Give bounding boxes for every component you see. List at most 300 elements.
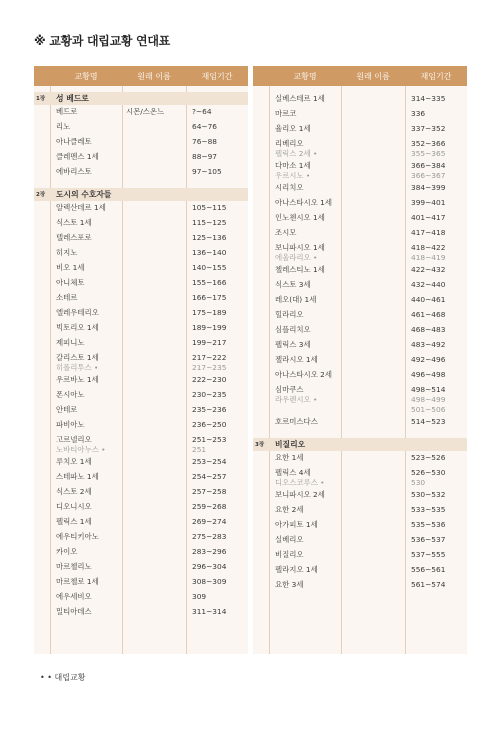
table-row (253, 338, 467, 353)
antipope-name: 디오스코루스 • (275, 478, 325, 487)
header-name: 교황명 (74, 71, 98, 81)
original-name (122, 375, 186, 388)
table-row (34, 388, 248, 403)
pope-name: 시리치오 (275, 183, 304, 192)
table-row (34, 455, 248, 470)
reign-period: 526~530 (411, 468, 446, 477)
pope-name: 카이오 (56, 547, 78, 556)
row-gutter (253, 340, 269, 353)
pope-name: 식스토 1세 (56, 218, 92, 227)
pope-name: 파비아노 (56, 420, 85, 429)
row-gutter (34, 293, 50, 306)
row-gutter (34, 517, 50, 530)
row-gutter (253, 565, 269, 578)
pope-name: 텔레스포로 (56, 233, 92, 242)
antipope-name: 펠릭스 2세 • (275, 149, 318, 158)
antipope-reign: 366~367 (411, 171, 446, 180)
table-row (34, 470, 248, 485)
original-name (122, 137, 186, 150)
reign-period: 336 (411, 109, 426, 118)
table-row (253, 241, 467, 263)
table-row (253, 368, 467, 383)
row-gutter (253, 535, 269, 548)
table-row (34, 590, 248, 605)
pope-name: 보니파시오 2세 (275, 490, 325, 499)
row-gutter (34, 375, 50, 388)
pope-name: 요한 3세 (275, 580, 304, 589)
pope-name: 마르첼리노 (56, 562, 92, 571)
pope-name: 마르코 (275, 109, 297, 118)
reign-period: 561~574 (411, 580, 446, 589)
antipope-reign: 530 (411, 478, 426, 487)
original-name (341, 213, 405, 226)
reign-period: 461~468 (411, 310, 446, 319)
pope-name: 다마소 1세 (275, 161, 311, 170)
table-row (34, 216, 248, 231)
original-name (122, 338, 186, 351)
table-row (253, 518, 467, 533)
row-gutter (34, 502, 50, 515)
row-gutter (34, 420, 50, 433)
reign-period: 384~399 (411, 183, 446, 192)
row-gutter (253, 228, 269, 241)
reign-period: 311~314 (192, 607, 227, 616)
reign-period: 166~175 (192, 293, 227, 302)
section-header (34, 92, 248, 105)
original-name (341, 505, 405, 518)
table-row (253, 159, 467, 181)
reign-period: 217~222 (192, 353, 227, 362)
pope-name: 호르미스다스 (275, 417, 318, 426)
original-name (122, 323, 186, 336)
table-row (34, 150, 248, 165)
pope-name: 펠릭스 4세 (275, 468, 311, 477)
original-name (341, 385, 405, 415)
row-gutter (253, 490, 269, 503)
original-name (122, 233, 186, 246)
table-row (34, 291, 248, 306)
table-row (34, 433, 248, 455)
chapter-label: 2장 (36, 191, 46, 198)
reign-period: 533~535 (411, 505, 446, 514)
table-row (253, 226, 467, 241)
original-name (341, 468, 405, 488)
reign-period: 417~418 (411, 228, 446, 237)
table-row (34, 605, 248, 620)
original-name (122, 502, 186, 515)
reign-period: 136~140 (192, 248, 227, 257)
pope-name: 레오(대) 1세 (275, 295, 317, 304)
original-name (341, 520, 405, 533)
header-name: 교황명 (293, 71, 317, 81)
original-name (122, 122, 186, 135)
pope-name: 아나스타시오 1세 (275, 198, 333, 207)
original-name (122, 248, 186, 261)
reign-period: 537~555 (411, 550, 446, 559)
pope-name: 보니파시오 1세 (275, 243, 325, 252)
reign-period: 308~309 (192, 577, 227, 586)
reign-period: 536~537 (411, 535, 446, 544)
row-gutter (34, 122, 50, 135)
reign-period: 535~536 (411, 520, 446, 529)
section-header (253, 438, 467, 451)
row-gutter (253, 109, 269, 122)
row-gutter (34, 562, 50, 575)
original-name (341, 124, 405, 137)
header-reign: 재임기간 (420, 71, 452, 81)
original-name (122, 592, 186, 605)
original-name: 시몬/스온느 (126, 107, 165, 116)
original-name (341, 139, 405, 159)
header-reign: 재임기간 (201, 71, 233, 81)
row-gutter (34, 577, 50, 590)
pope-name: 소테르 (56, 293, 78, 302)
table-row (34, 560, 248, 575)
original-name (341, 228, 405, 241)
original-name (122, 405, 186, 418)
pope-name: 빅토리오 1세 (56, 323, 99, 332)
reign-period: 253~254 (192, 457, 227, 466)
reign-period: 155~166 (192, 278, 227, 287)
original-name (341, 325, 405, 338)
pope-name: 리베리오 (275, 139, 304, 148)
pope-name: 알렉산데르 1세 (56, 203, 106, 212)
row-gutter (253, 355, 269, 368)
pope-name: 펠릭스 1세 (56, 517, 92, 526)
original-name (122, 293, 186, 306)
reign-period: 283~296 (192, 547, 227, 556)
row-gutter (34, 167, 50, 180)
reign-period: 530~532 (411, 490, 446, 499)
table-body (253, 86, 467, 654)
table-row (34, 306, 248, 321)
antipope-reign: 498~499 (411, 395, 446, 404)
original-name (122, 435, 186, 455)
pope-name: 젤라시오 1세 (275, 355, 318, 364)
table-row (34, 261, 248, 276)
table-row (253, 196, 467, 211)
row-gutter (253, 370, 269, 383)
pope-name: 우르바노 1세 (56, 375, 99, 384)
row-gutter (34, 607, 50, 620)
left-table (34, 66, 248, 654)
antipope-reign: 217~235 (192, 363, 227, 372)
row-gutter (253, 468, 269, 488)
reign-period: 422~432 (411, 265, 446, 274)
reign-period: 352~366 (411, 139, 446, 148)
pope-name: 갈리스토 1세 (56, 353, 99, 362)
antipope-name: 히폴리투스 • (56, 363, 99, 372)
original-name (122, 420, 186, 433)
pope-name: 에우티키아노 (56, 532, 99, 541)
row-gutter (253, 580, 269, 593)
reign-period: 257~258 (192, 487, 227, 496)
row-gutter (253, 280, 269, 293)
pope-name: 아가피토 1세 (275, 520, 318, 529)
original-name (341, 183, 405, 196)
original-name (341, 109, 405, 122)
table-body (34, 86, 248, 654)
reign-period: 235~236 (192, 405, 227, 414)
original-name (341, 310, 405, 323)
pope-name: 아나스타시오 2세 (275, 370, 333, 379)
original-name (122, 308, 186, 321)
row-gutter (34, 137, 50, 150)
pope-name: 에바리스토 (56, 167, 92, 176)
original-name (341, 355, 405, 368)
table-row (34, 545, 248, 560)
original-name (341, 198, 405, 211)
reign-period: 523~526 (411, 453, 446, 462)
pope-name: 디오니시오 (56, 502, 92, 511)
section-title: 도시의 수호자들 (56, 189, 112, 199)
original-name (122, 278, 186, 291)
row-gutter (34, 532, 50, 545)
row-gutter (253, 325, 269, 338)
table-row (253, 488, 467, 503)
row-gutter (253, 453, 269, 466)
pope-name: 베드로 (56, 107, 78, 116)
row-gutter (34, 248, 50, 261)
antipope-reign: 418~419 (411, 253, 446, 262)
reign-period: 309 (192, 592, 207, 601)
antipope-name: 우르시노 • (275, 171, 311, 180)
original-name (122, 203, 186, 216)
reign-period: 366~384 (411, 161, 446, 170)
pope-name: 마르첼로 1세 (56, 577, 99, 586)
table-row (253, 563, 467, 578)
row-gutter (34, 353, 50, 373)
row-gutter (34, 457, 50, 470)
row-gutter (34, 107, 50, 120)
table-row (34, 351, 248, 373)
antipope-name: 노바티아누스 • (56, 445, 106, 454)
reign-period: 76~88 (192, 137, 218, 146)
reign-period: 230~235 (192, 390, 227, 399)
reign-period: 105~115 (192, 203, 227, 212)
row-gutter (34, 278, 50, 291)
reign-period: 275~283 (192, 532, 227, 541)
original-name (341, 265, 405, 278)
row-gutter (253, 520, 269, 533)
table-header (34, 66, 248, 86)
original-name (122, 167, 186, 180)
original-name (122, 532, 186, 545)
row-gutter (253, 417, 269, 430)
row-gutter (34, 547, 50, 560)
reign-period: 296~304 (192, 562, 227, 571)
table-row (34, 321, 248, 336)
table-row (34, 500, 248, 515)
original-name (122, 353, 186, 373)
pope-name: 아니체토 (56, 278, 85, 287)
original-name (341, 565, 405, 578)
original-name (341, 94, 405, 107)
original-name (122, 472, 186, 485)
pope-name: 아나클레토 (56, 137, 92, 146)
original-name (341, 370, 405, 383)
original-name (341, 417, 405, 430)
table-row (253, 181, 467, 196)
reign-period: 314~335 (411, 94, 446, 103)
reign-period: 432~440 (411, 280, 446, 289)
row-gutter (34, 233, 50, 246)
original-name (341, 580, 405, 593)
reign-period: 440~461 (411, 295, 446, 304)
row-gutter (253, 550, 269, 563)
table-row (253, 466, 467, 488)
row-gutter (34, 203, 50, 216)
row-gutter (253, 310, 269, 323)
reign-period: 251~253 (192, 435, 227, 444)
original-name (341, 243, 405, 263)
antipope-name: 에울라리오 • (275, 253, 318, 262)
table-header (253, 66, 467, 86)
original-name (122, 390, 186, 403)
pope-name: 힐라리오 (275, 310, 304, 319)
antipope-reign: 501~506 (411, 405, 446, 414)
original-name (122, 263, 186, 276)
table-row (253, 533, 467, 548)
row-gutter (253, 161, 269, 181)
original-name (122, 218, 186, 231)
reign-period: 115~125 (192, 218, 227, 227)
reign-period: 468~483 (411, 325, 446, 334)
pope-name: 심플리치오 (275, 325, 311, 334)
pope-name: 조시모 (275, 228, 297, 237)
table-row (253, 353, 467, 368)
pope-name: 히지노 (56, 248, 78, 257)
reign-period: 199~217 (192, 338, 227, 347)
reign-period: 418~422 (411, 243, 446, 252)
pope-name: 요한 1세 (275, 453, 304, 462)
row-gutter (253, 139, 269, 159)
reign-period: 236~250 (192, 420, 227, 429)
table-row (34, 120, 248, 135)
pope-name: 심마쿠스 (275, 385, 304, 394)
row-gutter (253, 124, 269, 137)
pope-name: 실베스테르 1세 (275, 94, 325, 103)
row-gutter (34, 338, 50, 351)
table-row (34, 418, 248, 433)
pope-name: 루치오 1세 (56, 457, 92, 466)
table-row (34, 201, 248, 216)
antipope-reign: 355~365 (411, 149, 446, 158)
original-name (341, 295, 405, 308)
original-name (122, 607, 186, 620)
footnote: • • 대립교황 (40, 673, 86, 682)
table-row (34, 105, 248, 120)
right-table (253, 66, 467, 654)
pope-name: 첼레스티노 1세 (275, 265, 325, 274)
row-gutter (253, 265, 269, 278)
table-row (253, 323, 467, 338)
reign-period: 337~352 (411, 124, 446, 133)
pope-name: 리노 (56, 122, 71, 131)
pope-name: 엘레우테리오 (56, 308, 99, 317)
table-row (253, 278, 467, 293)
pope-name: 펠라지오 1세 (275, 565, 318, 574)
original-name (341, 550, 405, 563)
table-row (34, 575, 248, 590)
table-row (34, 485, 248, 500)
antipope-reign: 251 (192, 445, 207, 454)
original-name (341, 490, 405, 503)
row-gutter (253, 243, 269, 263)
reign-period: 64~76 (192, 122, 218, 131)
reign-period: 556~561 (411, 565, 446, 574)
row-gutter (34, 323, 50, 336)
header-orig: 원래 이름 (137, 71, 171, 81)
pope-name: 스테파노 1세 (56, 472, 99, 481)
reign-period: 269~274 (192, 517, 227, 526)
table-row (34, 135, 248, 150)
row-gutter (253, 198, 269, 211)
reign-period: 125~136 (192, 233, 227, 242)
table-row (253, 308, 467, 323)
section-header (34, 188, 248, 201)
original-name (122, 547, 186, 560)
table-row (253, 137, 467, 159)
pope-name: 제피니노 (56, 338, 85, 347)
table-row (34, 276, 248, 291)
original-name (122, 487, 186, 500)
table-row (34, 373, 248, 388)
reign-period: 399~401 (411, 198, 446, 207)
pope-name: 폰시아노 (56, 390, 85, 399)
header-orig: 원래 이름 (356, 71, 390, 81)
chapter-label: 1장 (36, 95, 46, 102)
row-gutter (34, 308, 50, 321)
table-row (253, 107, 467, 122)
row-gutter (253, 213, 269, 226)
original-name (341, 535, 405, 548)
row-gutter (34, 263, 50, 276)
original-name (122, 457, 186, 470)
pope-name: 에우세비오 (56, 592, 92, 601)
table-row (253, 122, 467, 137)
table-row (253, 383, 467, 415)
reign-period: ?~64 (192, 107, 212, 116)
pope-name: 안테로 (56, 405, 78, 414)
reign-period: 140~155 (192, 263, 227, 272)
pope-name: 실베리오 (275, 535, 304, 544)
table-row (34, 530, 248, 545)
reign-period: 514~523 (411, 417, 446, 426)
row-gutter (253, 94, 269, 107)
original-name (341, 453, 405, 466)
row-gutter (34, 435, 50, 455)
pope-name: 율리오 1세 (275, 124, 311, 133)
table-row (34, 246, 248, 261)
original-name (122, 577, 186, 590)
reign-period: 97~105 (192, 167, 222, 176)
table-row (34, 403, 248, 418)
pope-name: 비질리오 (275, 550, 304, 559)
section-title: 비질리오 (275, 439, 306, 449)
reign-period: 88~97 (192, 152, 218, 161)
row-gutter (34, 405, 50, 418)
original-name (122, 152, 186, 165)
pope-name: 펠릭스 3세 (275, 340, 311, 349)
original-name (341, 161, 405, 181)
table-row (34, 231, 248, 246)
reign-period: 259~268 (192, 502, 227, 511)
pope-name: 비오 1세 (56, 263, 85, 272)
table-row (34, 515, 248, 530)
row-gutter (34, 472, 50, 485)
table-row (253, 503, 467, 518)
